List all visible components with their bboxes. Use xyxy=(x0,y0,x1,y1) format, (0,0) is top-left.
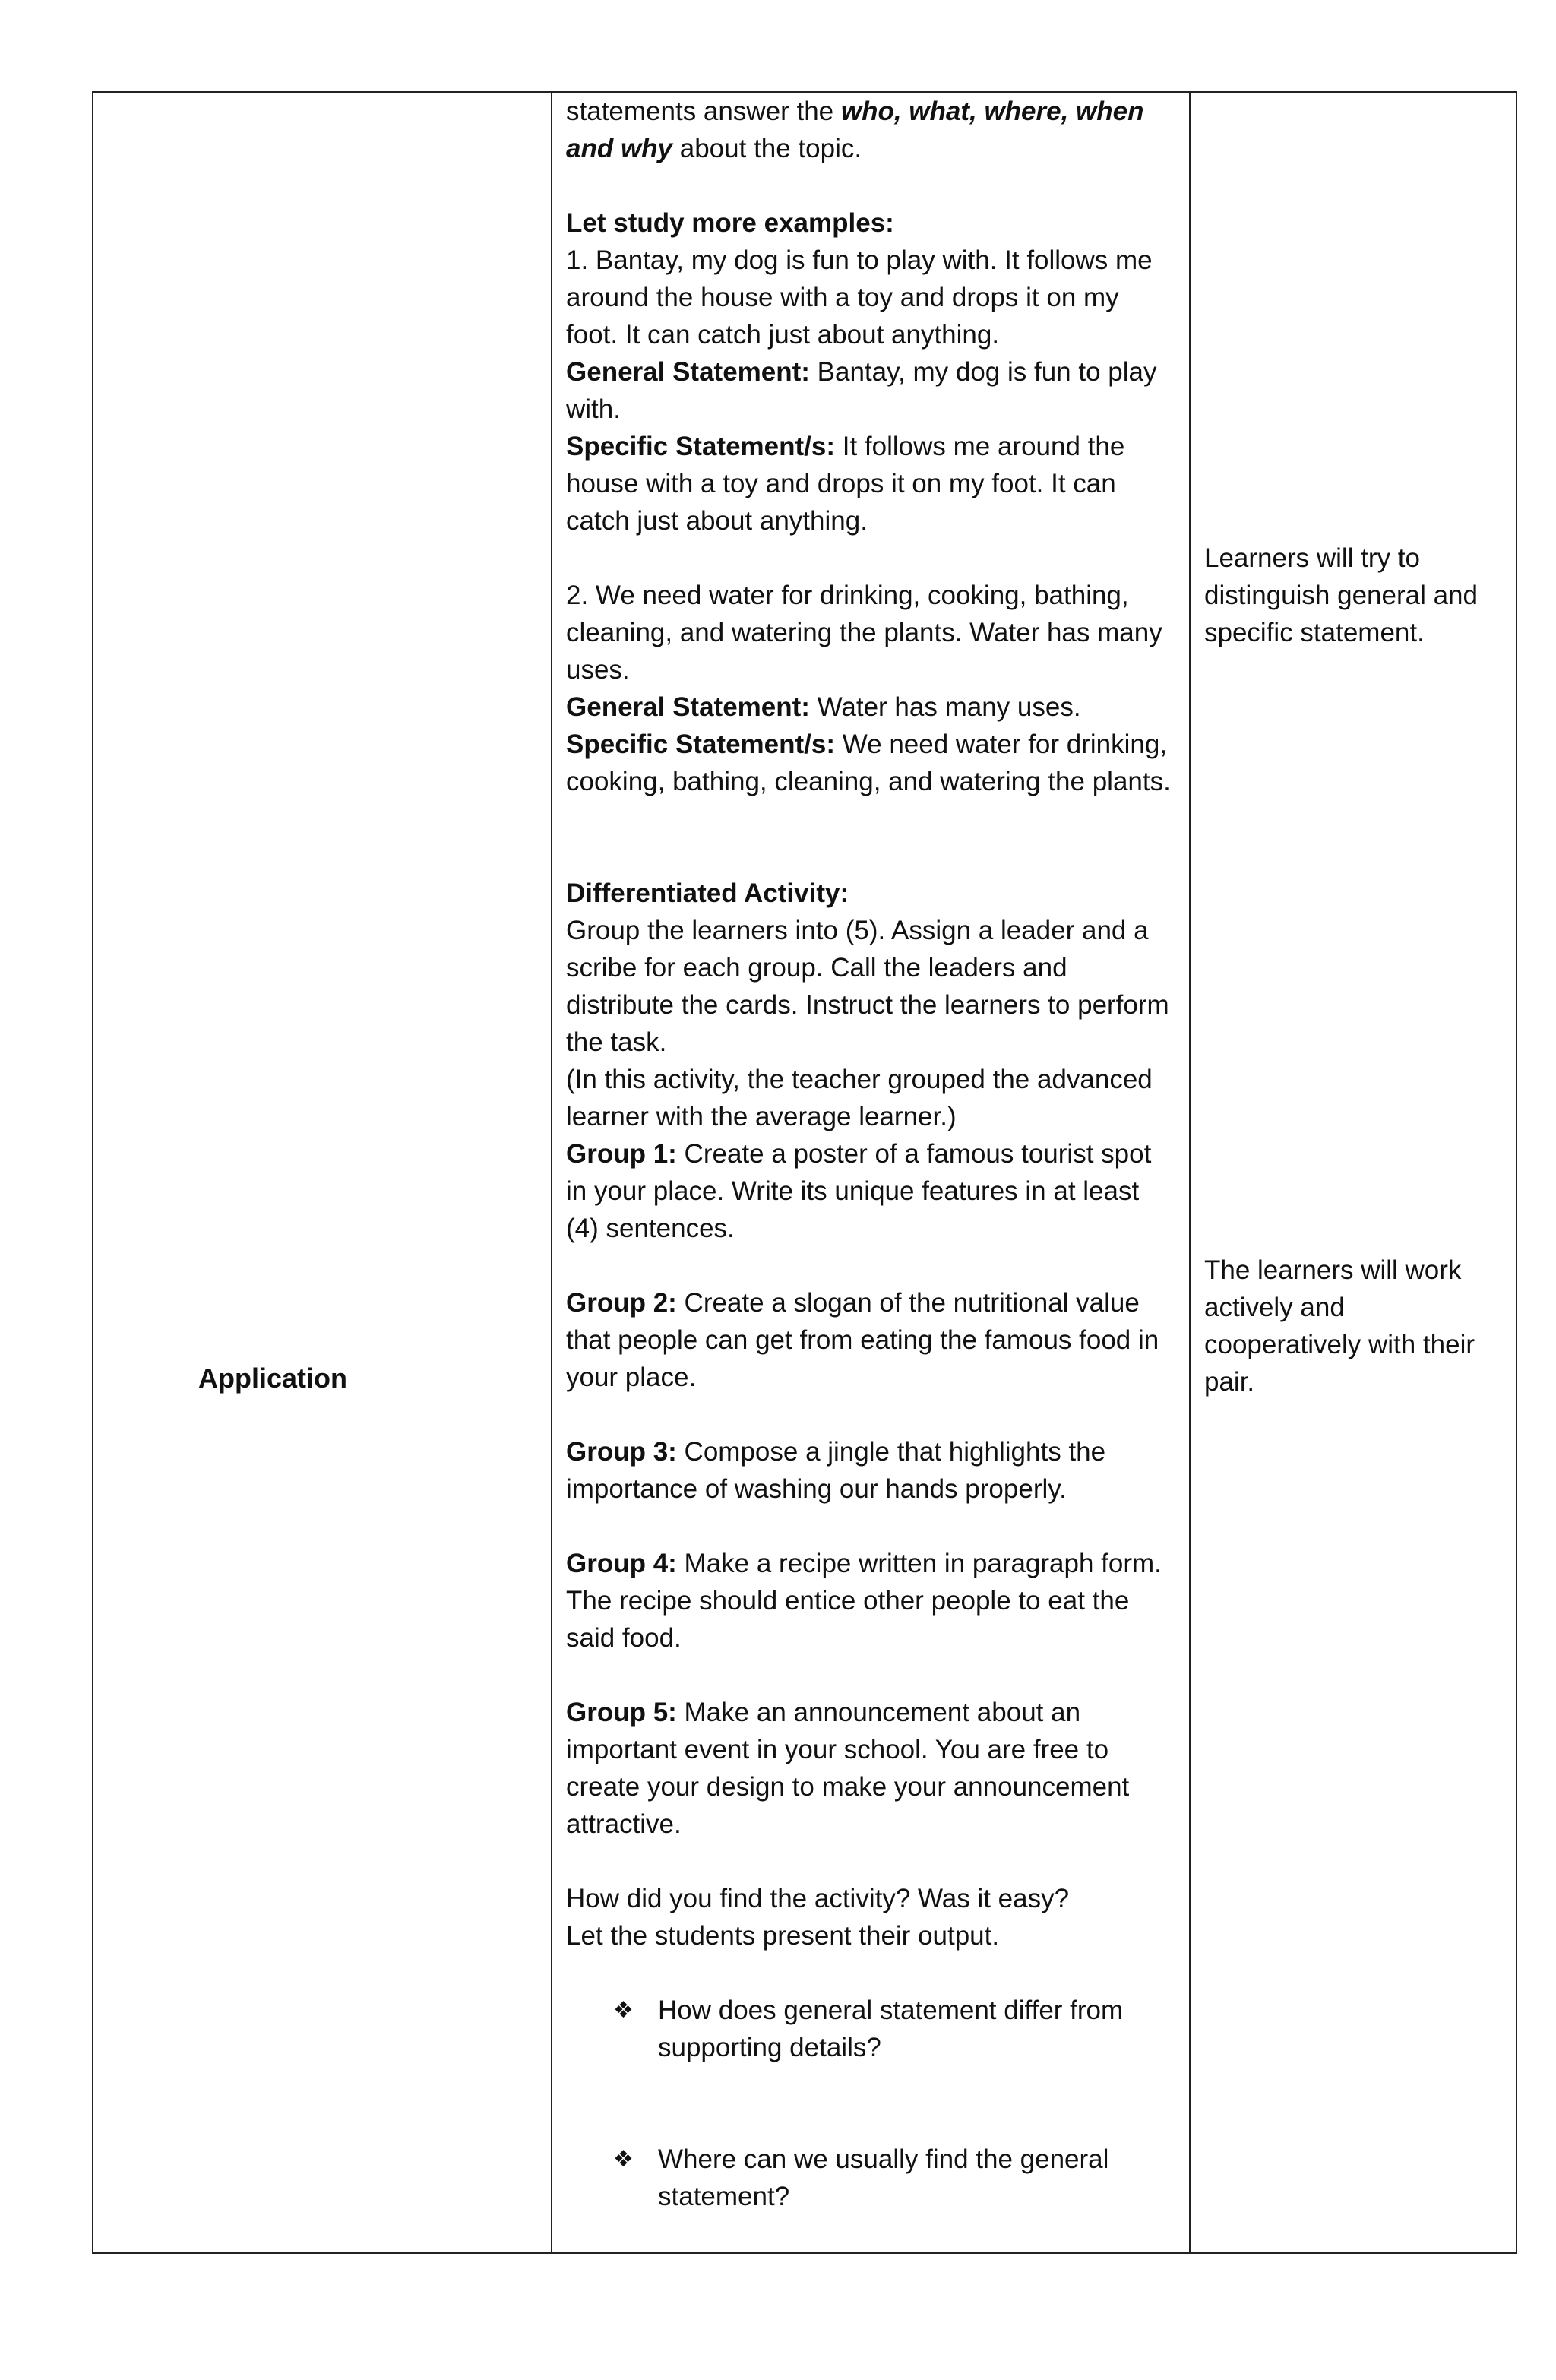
differentiated-heading: Differentiated Activity: xyxy=(566,878,849,908)
learner-response-cell xyxy=(1190,92,1516,2253)
example-2-general: General Statement: Water has many uses. xyxy=(566,692,1081,722)
list-item: ❖ Where can we usually find the general statement? xyxy=(566,2141,1174,2215)
section-cell xyxy=(93,92,552,2253)
list-item: ❖ How does general statement differ from supporting details? xyxy=(566,1992,1174,2066)
group-2: Group 2: Create a slogan of the nutritional value that people can get from eating the famous food in your place. xyxy=(566,1288,1159,1392)
group-1: Group 1: Create a poster of a famous tourist spot in your place. Write its unique features in at least (4) sentences. xyxy=(566,1139,1152,1243)
group-5: Group 5: Make an announcement about an important event in your school. You are free to create your design to make your announcement attractive. xyxy=(566,1698,1130,1839)
intro-paragraph: statements answer the who, what, where, when and why about the topic. xyxy=(566,97,1144,163)
present-output-line: Let the students present their output. xyxy=(566,1921,1000,1951)
example-1-general: General Statement: Bantay, my dog is fun to play with. xyxy=(566,357,1157,424)
learner-note-2: The learners will work actively and cooperatively with their pair. xyxy=(1204,1255,1475,1397)
examples-heading: Let study more examples: xyxy=(566,208,894,238)
procedure-cell xyxy=(552,92,1190,2253)
activity-question: How did you find the activity? Was it easy? xyxy=(566,1884,1070,1913)
discussion-questions xyxy=(566,1992,1174,2215)
example-2-specific: Specific Statement/s: We need water for drinking, cooking, bathing, cleaning, and watering the plants. xyxy=(566,730,1171,796)
diamond-bullet-icon: ❖ xyxy=(613,1998,634,2023)
group-4: Group 4: Make a recipe written in paragraph form. The recipe should entice other people to eat the said food. xyxy=(566,1549,1162,1653)
learner-response-content xyxy=(1191,93,1516,2252)
diamond-bullet-icon: ❖ xyxy=(613,2147,634,2172)
section-label: Application xyxy=(198,1362,347,1394)
example-1-text: 1. Bantay, my dog is fun to play with. It follows me around the house with a toy and drops it on my foot. It can catch just about anything. xyxy=(566,245,1153,350)
intro-emphasis: who, what, where, when and why xyxy=(566,97,1144,163)
table-row xyxy=(93,92,1516,2253)
lesson-plan-table xyxy=(92,91,1517,2254)
differentiated-note: (In this activity, the teacher grouped the advanced learner with the average learner.) xyxy=(566,1065,1153,1131)
section-cell-content xyxy=(93,93,551,2252)
procedure-content xyxy=(552,93,1189,2215)
group-3: Group 3: Compose a jingle that highlights the importance of washing our hands properly. xyxy=(566,1437,1106,1504)
example-2-text: 2. We need water for drinking, cooking, bathing, cleaning, and watering the plants. Water has many uses. xyxy=(566,581,1162,685)
learner-note-1: Learners will try to distinguish general and specific statement. xyxy=(1204,543,1478,647)
differentiated-text: Group the learners into (5). Assign a leader and a scribe for each group. Call the leaders and distribute the cards. Instruct the learners to perform the task. xyxy=(566,916,1169,1057)
example-1-specific: Specific Statement/s: It follows me around the house with a toy and drops it on my foot. It can catch just about anything. xyxy=(566,432,1125,536)
